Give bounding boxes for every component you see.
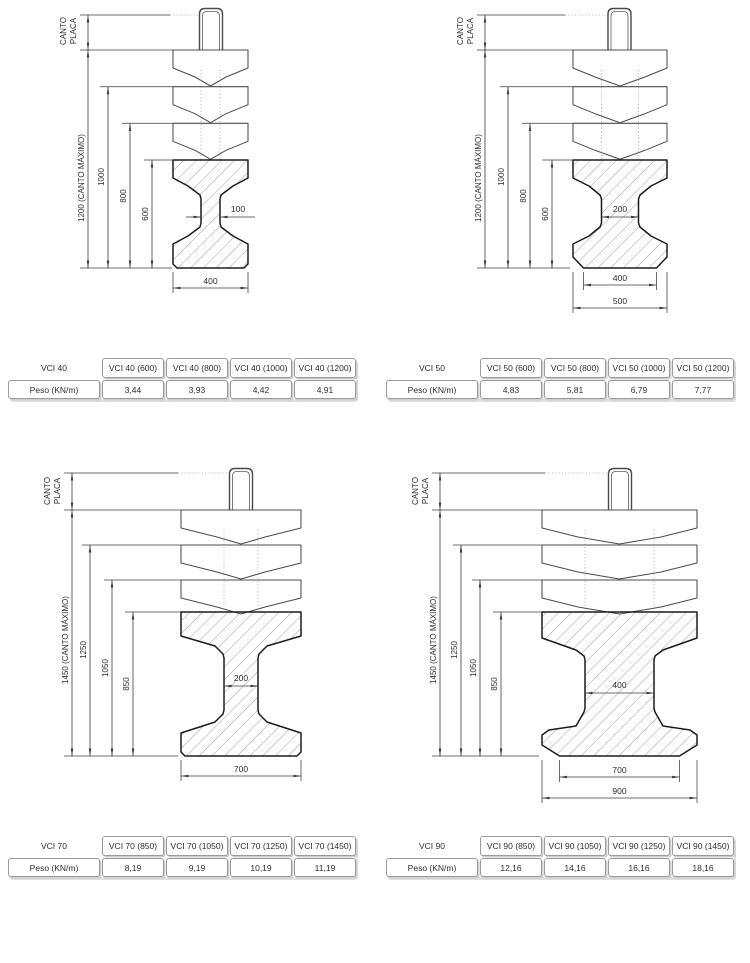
height-600-label: 600	[541, 207, 550, 221]
vertical-dimension-labels	[43, 477, 131, 691]
column-header: VCI 50 (800)	[544, 358, 606, 378]
lifting-stem	[200, 9, 223, 51]
bottom-width-dimension	[542, 760, 697, 803]
weight-value: 9,19	[166, 858, 228, 877]
placa-label: PLACA	[69, 17, 78, 45]
height-1250-label: 1250	[79, 641, 88, 659]
row-label: Peso (KN/m)	[386, 858, 478, 877]
beam-section	[181, 612, 301, 756]
table-title: VCI 50	[419, 363, 445, 373]
vertical-dimension-labels	[456, 17, 550, 222]
canto-label: CANTO	[411, 477, 420, 505]
placa-label: PLACA	[53, 477, 62, 505]
column-header: VCI 50 (1000)	[608, 358, 670, 378]
figure-vci90-cross-section	[375, 455, 750, 820]
table-title: VCI 70	[41, 841, 67, 851]
weight-table-vci70	[8, 836, 356, 877]
figure-vci40-cross-section	[0, 0, 375, 340]
overall-width-label: 500	[612, 296, 628, 306]
weight-value: 16,16	[608, 858, 670, 877]
figure-vci50-cross-section	[375, 0, 750, 340]
lifting-stem	[230, 469, 253, 511]
column-header: VCI 40 (800)	[166, 358, 228, 378]
ghost-flange-profiles	[573, 50, 667, 160]
height-600-label: 600	[141, 207, 150, 221]
bottom-width-label: 700	[612, 765, 627, 775]
weight-table-vci40	[8, 358, 356, 399]
canto-label: CANTO	[456, 17, 465, 45]
figure-vci70-cross-section	[0, 455, 375, 820]
max-height-label: 1200 (CANTO MÁXIMO)	[474, 134, 483, 222]
bottom-width-dimension	[181, 760, 301, 781]
height-800-label: 800	[119, 189, 128, 203]
web-width-label: 400	[612, 680, 627, 690]
web-width-label: 100	[230, 204, 246, 214]
weight-value: 3,93	[166, 380, 228, 399]
column-header: VCI 40 (1000)	[230, 358, 292, 378]
bottom-width-label: 700	[233, 764, 249, 774]
vertical-dimension-lines	[440, 473, 501, 756]
canto-label: CANTO	[59, 17, 68, 45]
vertical-dimension-labels	[59, 17, 150, 222]
height-850-label: 850	[490, 677, 499, 691]
weight-value: 4,42	[230, 380, 292, 399]
weight-value: 18,16	[672, 858, 734, 877]
column-header: VCI 70 (850)	[102, 836, 164, 856]
height-1250-label: 1250	[450, 641, 459, 659]
height-1050-label: 1050	[469, 659, 478, 677]
placa-label: PLACA	[421, 477, 430, 505]
vertical-dimension-lines	[88, 15, 152, 268]
height-1000-label: 1000	[497, 168, 506, 186]
weight-value: 5,81	[544, 380, 606, 399]
ghost-flange-profiles	[542, 510, 697, 614]
max-height-label: 1450 (CANTO MÁXIMO)	[61, 596, 70, 684]
height-1050-label: 1050	[101, 659, 110, 677]
height-1000-label: 1000	[97, 168, 106, 186]
max-height-label: 1450 (CANTO MÁXIMO)	[429, 596, 438, 684]
weight-value: 11,19	[294, 858, 356, 877]
weight-value: 14,16	[544, 858, 606, 877]
bottom-width-label: 400	[203, 276, 218, 286]
vertical-dimension-lines	[72, 473, 133, 756]
weight-table-vci50	[386, 358, 734, 399]
bottom-width-label: 400	[612, 273, 628, 283]
height-800-label: 800	[519, 189, 528, 203]
vertical-dimension-labels	[411, 477, 499, 691]
bottom-width-dimension	[173, 272, 248, 293]
column-header: VCI 70 (1050)	[166, 836, 228, 856]
web-width-label: 200	[612, 204, 628, 214]
weight-value: 6,79	[608, 380, 670, 399]
bottom-width-dimension	[573, 272, 667, 313]
weight-table-vci90	[386, 836, 734, 877]
column-header: VCI 50 (1200)	[672, 358, 734, 378]
column-header: VCI 90 (1250)	[608, 836, 670, 856]
table-title: VCI 40	[41, 363, 67, 373]
row-label: Peso (KN/m)	[8, 380, 100, 399]
canto-label: CANTO	[43, 477, 52, 505]
column-header: VCI 90 (1450)	[672, 836, 734, 856]
ghost-flange-profiles	[173, 50, 248, 160]
weight-value: 7,77	[672, 380, 734, 399]
row-label: Peso (KN/m)	[8, 858, 100, 877]
lifting-stem	[608, 9, 631, 51]
beam-section	[573, 160, 667, 268]
vertical-dimension-lines	[485, 15, 552, 268]
beam-section	[173, 160, 248, 268]
lifting-stem	[609, 469, 632, 511]
weight-value: 3,44	[102, 380, 164, 399]
table-title: VCI 90	[419, 841, 445, 851]
column-header: VCI 90 (850)	[480, 836, 542, 856]
column-header: VCI 90 (1050)	[544, 836, 606, 856]
ghost-flange-profiles	[181, 510, 301, 614]
weight-value: 4,83	[480, 380, 542, 399]
column-header: VCI 50 (600)	[480, 358, 542, 378]
weight-value: 8,19	[102, 858, 164, 877]
overall-width-label: 900	[612, 786, 627, 796]
weight-value: 10,19	[230, 858, 292, 877]
column-header: VCI 70 (1250)	[230, 836, 292, 856]
web-width-label: 200	[233, 673, 249, 683]
row-label: Peso (KN/m)	[386, 380, 478, 399]
weight-value: 12,16	[480, 858, 542, 877]
column-header: VCI 70 (1450)	[294, 836, 356, 856]
column-header: VCI 40 (1200)	[294, 358, 356, 378]
placa-label: PLACA	[466, 17, 475, 45]
column-header: VCI 40 (600)	[102, 358, 164, 378]
height-850-label: 850	[122, 677, 131, 691]
weight-value: 4,91	[294, 380, 356, 399]
max-height-label: 1200 (CANTO MÁXIMO)	[77, 134, 86, 222]
